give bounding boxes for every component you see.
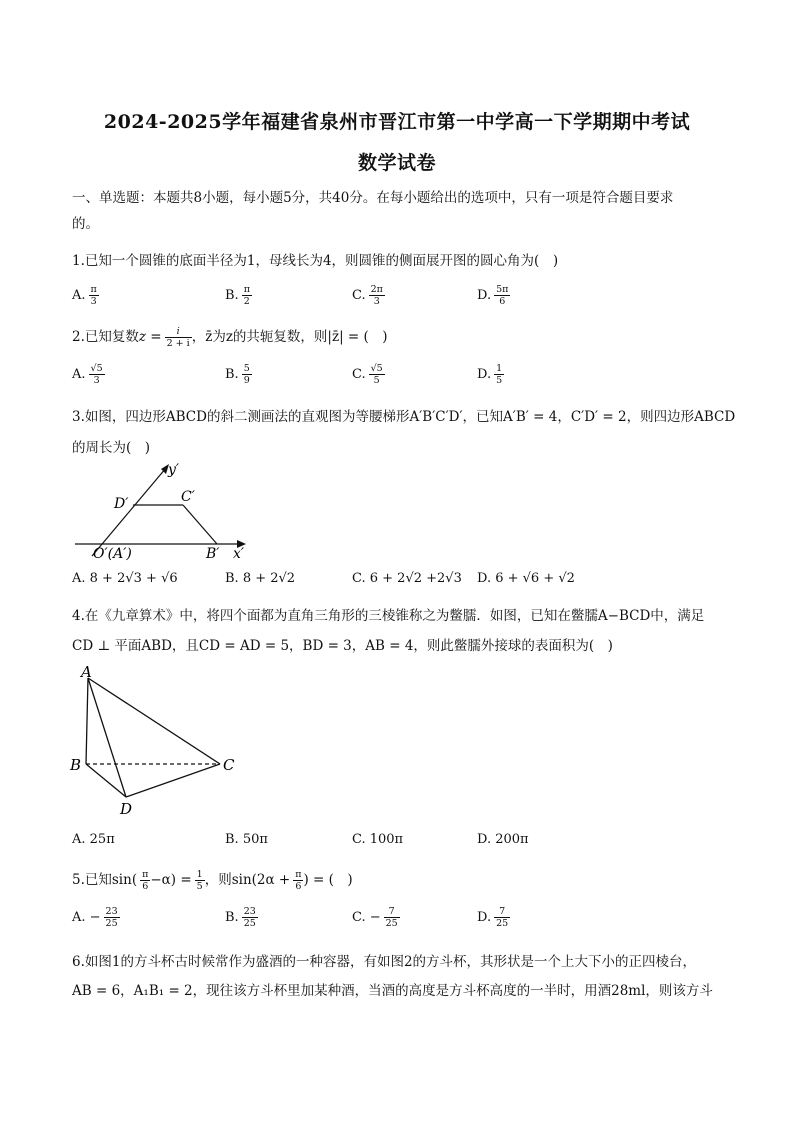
q2-option-a[interactable]: A. $\frac{√5}{3}$ [72,363,103,386]
q1-option-b[interactable]: B. $\frac{\pi}{2}$ [225,284,250,307]
q5-option-d[interactable]: D. $\frac{7}{25}$ [477,906,509,929]
fraction: $\frac{\pi}{2}$ [243,284,250,307]
q5-options [72,906,724,934]
q3-stem-line1: 3.如图，四边形ABCD的斜二测画法的直观图为等腰梯形A′B′C′D′，已知A′B′ = 4，C′D′ = 2，则四边形ABCD [72,409,736,425]
fraction: $\frac{2\pi}{3}$ [370,284,383,307]
label-y: y′ [168,462,180,478]
vertex-a: A [81,664,92,681]
label-b: B′ [206,546,220,562]
q1-option-d[interactable]: D. $\frac{5\pi}{6}$ [477,284,509,307]
q5-option-c[interactable]: C. − $\frac{7}{25}$ [352,906,398,929]
q3-stem-line2: 的周长为( ) [72,440,151,456]
q3-option-d[interactable]: D. 6 + √6 + √2 [477,571,575,586]
fraction: $\frac{5}{9}$ [243,363,250,386]
fraction: $\frac{\pi}{6}$ [142,869,149,892]
q1-stem: 1.已知一个圆锥的底面半径为1，母线长为4，则圆锥的侧面展开图的圆心角为( ) [72,253,559,269]
q4-stem-line2: CD ⊥ 平面ABD，且CD = AD = 5，BD = 3，AB = 4，则此鳖臑外接球的表面积为( ) [72,638,613,654]
vertex-c: C [223,756,235,774]
fraction: $\frac{5\pi}{6}$ [496,284,509,307]
section-heading-line2: 的。 [72,216,99,232]
fraction: $\frac{7}{25}$ [385,906,398,929]
edge-a-d [88,678,126,797]
edge-a-b [86,678,88,764]
fraction: $\frac{√5}{3}$ [90,363,103,386]
q4-options [72,832,724,860]
q2-options [72,363,724,391]
label-x: x′ [233,546,245,562]
q1-options [72,284,724,312]
edge-a-c [88,678,220,764]
q1-option-c[interactable]: C. $\frac{2\pi}{3}$ [352,284,383,307]
fraction: $\frac{23}{25}$ [243,906,256,929]
q6-stem-line1: 6.如图1的方斗杯古时候常作为盛酒的一种容器，有如图2的方斗杯，其形状是一个上大下小的正四棱台， [72,954,697,970]
q3-option-a[interactable]: A. 8 + 2√3 + √6 [72,571,178,586]
edge-b-d [86,764,126,797]
q1-option-a[interactable]: A. $\frac{\pi}{3}$ [72,284,97,307]
q2-option-b[interactable]: B. $\frac{5}{9}$ [225,363,250,386]
q2-option-c[interactable]: C. $\frac{√5}{5}$ [352,363,383,386]
fraction: $\frac{1}{5}$ [496,363,503,386]
q2-option-d[interactable]: D. $\frac{1}{5}$ [477,363,503,386]
fraction: $\frac{23}{25}$ [105,906,118,929]
q3-option-c[interactable]: C. 6 + 2√2 +2√3 [352,571,462,586]
label-d: D′ [114,496,129,512]
section-heading-line1: 一、单选题：本题共8小题，每小题5分，共40分。在每小题给出的选项中，只有一项是符合题目要求 [72,190,674,206]
q4-option-d[interactable]: D. 200π [477,832,529,847]
vertex-d: D [120,800,133,818]
q4-option-a[interactable]: A. 25π [72,832,115,847]
fraction: $\frac{i}{2 + i}$ [166,326,190,349]
y-axis [92,468,166,556]
fraction: $\frac{\pi}{3}$ [90,284,97,307]
q3-option-b[interactable]: B. 8 + 2√2 [225,571,296,586]
edge-c-b [183,505,217,544]
fraction: $\frac{1}{5}$ [196,869,203,892]
q5-stem: 5.已知sin( $\frac{\pi}{6}$ −α) = $\frac{1}{5}$ ，则sin(2α + $\frac{\pi}{6}$ ) = ( ) [72,869,353,892]
q3-options [72,571,724,599]
vertex-b: B [70,756,82,774]
q4-option-c[interactable]: C. 100π [352,832,404,847]
q6-stem-line2: AB = 6，A₁B₁ = 2，现往该方斗杯里加某种酒，当酒的高度是方斗杯高度的一半时，用酒28ml，则该方斗 [72,983,713,999]
q5-option-b[interactable]: B. $\frac{23}{25}$ [225,906,256,929]
q3-figure-trapezoid [70,456,260,566]
fraction: $\frac{\pi}{6}$ [295,869,302,892]
edge-d-c [126,764,220,797]
exam-subtitle: 数学试卷 [357,152,436,174]
q4-option-b[interactable]: B. 50π [225,832,268,847]
fraction: $\frac{√5}{5}$ [370,363,383,386]
label-o: O′(A′) [93,546,132,562]
q4-figure-tetrahedron [68,664,248,822]
label-c: C′ [181,489,195,505]
q4-stem-line1: 4.在《九章算术》中，将四个面都为直角三角形的三棱锥称之为鳖臑．如图，已知在鳖臑A−BCD中，满足 [72,608,705,624]
q2-stem: 2.已知复数z = $\frac{i}{2 + i}$ ，z̄为z的共轭复数，则|z̄| = ( ) [72,326,388,349]
fraction: $\frac{7}{25}$ [496,906,509,929]
exam-title: 2024-2025学年福建省泉州市晋江市第一中学高一下学期期中考试 [103,111,691,133]
q5-option-a[interactable]: A. − $\frac{23}{25}$ [72,906,118,929]
